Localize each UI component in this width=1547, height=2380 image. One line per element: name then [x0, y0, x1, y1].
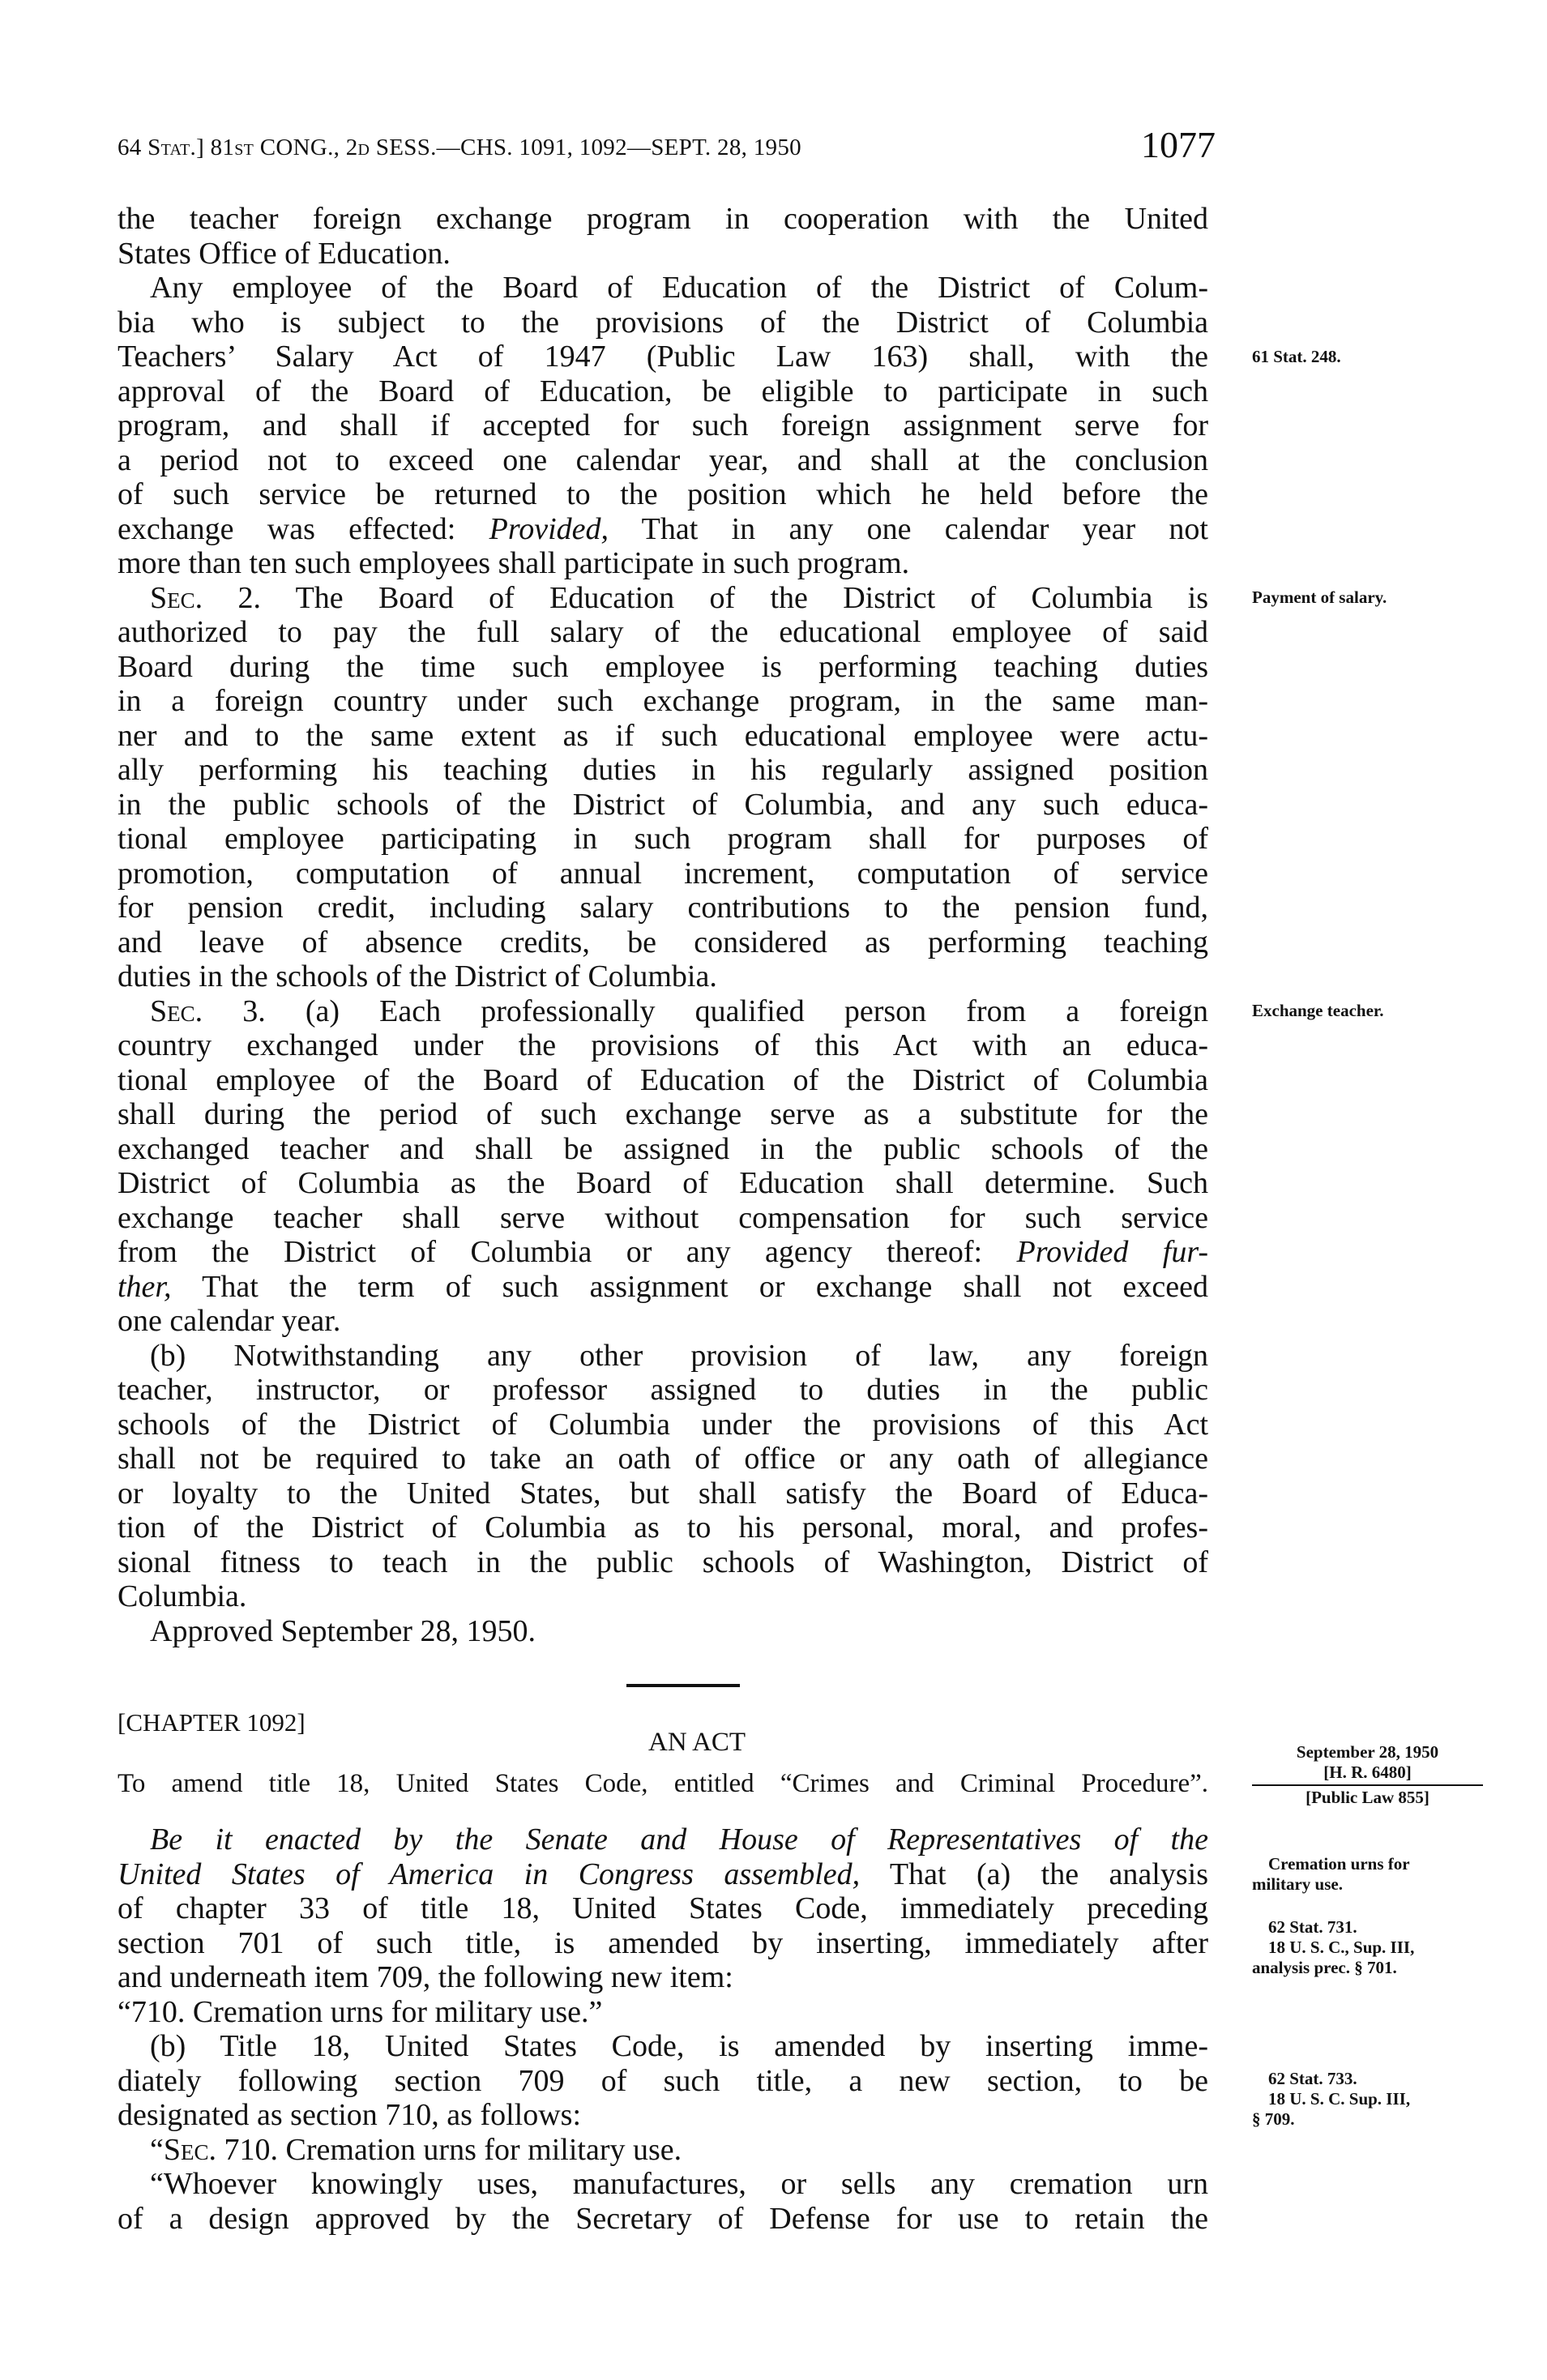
running-head [118, 135, 801, 161]
margin-note-line: Cremation urns for [1268, 1854, 1410, 1874]
margin-note-line: analysis prec. § 701. [1252, 1958, 1397, 1977]
running-head-text: SESS.—CHS. 1091, 1092—SEPT. 28, 1950 [370, 135, 801, 160]
text-line [118, 1442, 1208, 1476]
text-segment: “Whoever knowingly uses, manufactures, or sells any cremation urn [150, 2167, 1208, 2201]
page-number: 1077 [1141, 124, 1216, 165]
running-head-volume: 64 [118, 135, 148, 160]
text-line [118, 788, 1208, 822]
text-line [150, 1822, 1208, 1857]
text-segment: in a foreign country under such exchange program, in the same man- [118, 684, 1208, 718]
margin-note-line: 18 U. S. C. Sup. III, [1268, 2089, 1411, 2109]
text-segment: District of Columbia as the Board of Education shall determine. Such [118, 1166, 1208, 1200]
text-line [150, 1614, 1208, 1648]
text-line [118, 1579, 1208, 1613]
text-line [118, 546, 1208, 580]
text-line [118, 1857, 1208, 1891]
text-segment: That (a) the analysis [860, 1857, 1208, 1891]
text-segment: teacher, instructor, or professor assigned to duties in the public [118, 1373, 1208, 1407]
act-title: To amend title 18, United States Code, entitled “Crimes and Criminal Procedure”. [118, 1769, 1208, 1798]
text-segment: in the public schools of the District of Columbia, and any such educa- [118, 787, 1208, 822]
italic-text: United States of America in Congress assembled, [118, 1857, 861, 1891]
text-line [118, 1891, 1208, 1925]
text-line [150, 994, 1208, 1028]
text-segment: That the term of such assignment or exchange shall not exceed [171, 1269, 1208, 1304]
running-head-text: ] 81 [196, 135, 235, 160]
text-line [118, 925, 1208, 959]
margin-note-line: 62 Stat. 733. [1268, 2069, 1357, 2088]
text-segment: schools of the District of Columbia under the provisions of this Act [118, 1407, 1208, 1442]
text-line [118, 1545, 1208, 1579]
text-line [118, 374, 1208, 408]
text-line [118, 1960, 1208, 1994]
text-segment: more than ten such employees shall participate in such program. [118, 546, 910, 580]
text-line [118, 1270, 1208, 1304]
text-segment: section 701 of such title, is amended by inserting, immediately after [118, 1925, 1208, 1960]
text-line [118, 443, 1208, 477]
text-line [118, 1476, 1208, 1510]
text-segment: ally performing his teaching duties in his regularly assigned position [118, 753, 1208, 787]
text-line [118, 1166, 1208, 1200]
text-line [118, 857, 1208, 891]
text-line [118, 1304, 1208, 1338]
italic-text: Be it enacted by the Senate and House of Representatives of the [150, 1822, 1208, 1857]
section-label: Sec. [150, 580, 203, 615]
text-segment: sional fitness to teach in the public schools of Washington, District of [118, 1545, 1208, 1579]
text-segment: That in any one calendar year not [609, 511, 1208, 546]
text-segment: 3. (a) Each professionally qualified person from a foreign [203, 993, 1208, 1028]
text-segment: from the District of Columbia or any agency thereof: [118, 1235, 1017, 1269]
text-segment: shall during the period of such exchange serve as a substitute for the [118, 1097, 1208, 1131]
margin-note [1252, 1854, 1483, 1895]
text-segment: tional employee of the Board of Education of the District of Columbia [118, 1062, 1208, 1097]
section-divider [626, 1684, 740, 1687]
text-segment: Approved September 28, 1950. [150, 1613, 536, 1648]
margin-note [1252, 1917, 1483, 1978]
public-law-number: [Public Law 855] [1306, 1788, 1429, 1807]
text-segment: diately following section 709 of such title, a new section, to be [118, 2063, 1208, 2098]
text-line [118, 2098, 1208, 2132]
text-line [118, 237, 1208, 271]
text-segment: ner and to the same extent as if such educational employee were actu- [118, 718, 1208, 753]
text-line [118, 615, 1208, 649]
text-line [118, 340, 1208, 374]
margin-note [1252, 588, 1483, 608]
italic-text: ther, [118, 1269, 172, 1304]
text-segment: “ [150, 2132, 164, 2167]
section-label: Sec. [150, 993, 203, 1028]
text-segment: Any employee of the Board of Education of the District of Colum- [150, 271, 1208, 305]
text-line [118, 202, 1208, 236]
margin-note-line: 18 U. S. C., Sup. III, [1268, 1938, 1415, 1957]
text-segment: shall not be required to take an oath of office or any oath of allegiance [118, 1442, 1208, 1476]
margin-note-line: Exchange teacher. [1252, 1001, 1384, 1020]
margin-note [1252, 1001, 1483, 1021]
text-segment: promotion, computation of annual increment, computation of service [118, 856, 1208, 891]
text-segment: exchanged teacher and shall be assigned in the public schools of the [118, 1131, 1208, 1166]
text-line [118, 1201, 1208, 1235]
text-line [118, 1510, 1208, 1545]
text-segment: of such service be returned to the position which he held before the [118, 477, 1208, 511]
text-segment: or loyalty to the United States, but shall satisfy the Board of Educa- [118, 1476, 1208, 1510]
text-segment: (b) Title 18, United States Code, is amended by inserting imme- [150, 2029, 1208, 2063]
text-segment: tion of the District of Columbia as to his personal, moral, and profes- [118, 1510, 1208, 1545]
text-segment: authorized to pay the full salary of the educational employee of said [118, 615, 1208, 649]
text-segment: for pension credit, including salary contributions to the pension fund, [118, 891, 1208, 925]
text-line [118, 2202, 1208, 2236]
text-line [118, 1063, 1208, 1097]
text-segment: exchange was effected: [118, 511, 489, 546]
text-line [118, 1995, 1208, 2029]
text-segment: a period not to exceed one calendar year, and shall at the conclusion [118, 442, 1208, 477]
text-segment: program, and shall if accepted for such foreign assignment serve for [118, 408, 1208, 442]
text-line [150, 2133, 1208, 2167]
text-segment: (b) Notwithstanding any other provision of law, any foreign [150, 1338, 1208, 1373]
margin-note-line: 61 Stat. 248. [1252, 347, 1341, 366]
text-segment: Columbia. [118, 1579, 247, 1613]
text-line [118, 477, 1208, 511]
running-head-suffix: d [357, 135, 370, 160]
text-line [118, 891, 1208, 925]
text-line [118, 822, 1208, 856]
text-line [118, 2064, 1208, 2098]
text-line [118, 1028, 1208, 1062]
margin-note [1252, 2069, 1483, 2130]
chapter-number: [CHAPTER 1092] [118, 1708, 306, 1737]
text-segment: and underneath item 709, the following new item: [118, 1960, 733, 1994]
italic-text: Provided fur- [1016, 1235, 1208, 1269]
bill-number: [H. R. 6480] [1323, 1763, 1412, 1782]
text-line [118, 1235, 1208, 1269]
section-label: Sec. [163, 2132, 217, 2167]
enactment-info [1252, 1742, 1483, 1808]
margin-note-line: Payment of salary. [1252, 588, 1387, 607]
text-segment: bia who is subject to the provisions of the District of Columbia [118, 305, 1208, 340]
text-line [150, 1339, 1208, 1373]
act-heading: AN ACT [648, 1728, 746, 1757]
running-head-suffix: st [234, 135, 254, 160]
text-segment: Board during the time such employee is performing teaching duties [118, 649, 1208, 684]
text-segment: exchange teacher shall serve without compensation for such service [118, 1200, 1208, 1235]
enactment-date: September 28, 1950 [1296, 1742, 1439, 1762]
margin-note-line: § 709. [1252, 2109, 1295, 2129]
text-segment: States Office of Education. [118, 236, 451, 271]
text-segment: duties in the schools of the District of Columbia. [118, 959, 717, 993]
text-segment: 710. Cremation urns for military use. [216, 2132, 682, 2167]
text-line [118, 719, 1208, 753]
italic-text: Provided, [489, 511, 609, 546]
text-segment: and leave of absence credits, be considered as performing teaching [118, 925, 1208, 959]
text-segment: “710. Cremation urns for military use.” [118, 1994, 603, 2029]
text-segment: 2. The Board of Education of the District of Columbia is [203, 580, 1208, 615]
text-segment: of chapter 33 of title 18, United States Code, immediately preceding [118, 1891, 1208, 1925]
text-segment: the teacher foreign exchange program in cooperation with the United [118, 202, 1208, 236]
running-head-text: CONG., 2 [254, 135, 358, 160]
text-segment: country exchanged under the provisions of this Act with an educa- [118, 1028, 1208, 1062]
text-line [118, 1097, 1208, 1131]
text-line [150, 581, 1208, 615]
margin-note-line: military use. [1252, 1874, 1343, 1894]
text-segment: approval of the Board of Education, be eligible to participate in such [118, 374, 1208, 408]
text-segment: Teachers’ Salary Act of 1947 (Public Law 163) shall, with the [118, 340, 1208, 374]
text-line [118, 408, 1208, 442]
margin-note-line: 62 Stat. 731. [1268, 1917, 1357, 1937]
text-line [118, 650, 1208, 684]
text-line [118, 512, 1208, 546]
margin-note [1252, 347, 1483, 367]
divider [1252, 1784, 1483, 1786]
text-segment: designated as section 710, as follows: [118, 2098, 582, 2132]
text-line [150, 2029, 1208, 2063]
text-line [118, 684, 1208, 718]
text-line [150, 271, 1208, 305]
running-head-stat: Stat. [147, 135, 197, 160]
text-line [118, 306, 1208, 340]
text-segment: tional employee participating in such program shall for purposes of [118, 822, 1208, 856]
text-line [118, 1408, 1208, 1442]
text-line [150, 2167, 1208, 2201]
text-line [118, 1373, 1208, 1407]
text-segment: one calendar year. [118, 1304, 341, 1338]
text-line [118, 1132, 1208, 1166]
text-line [118, 959, 1208, 993]
text-segment: of a design approved by the Secretary of Defense for use to retain the [118, 2201, 1208, 2236]
text-line [118, 1926, 1208, 1960]
text-line [118, 753, 1208, 787]
